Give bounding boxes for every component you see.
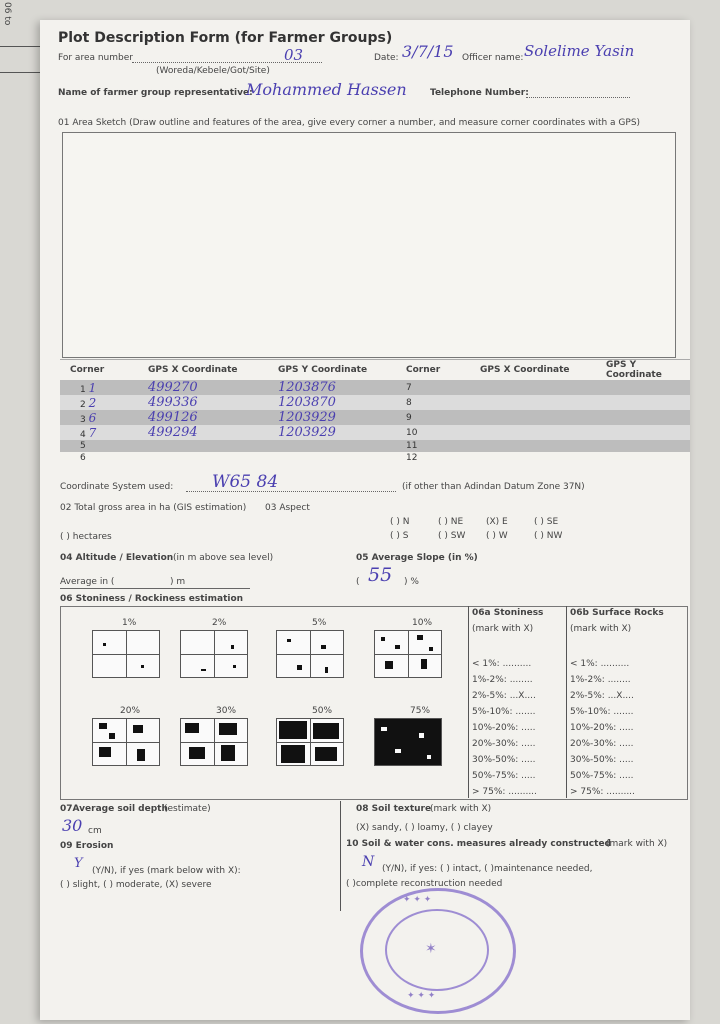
rocks-col-title: 06b Surface Rocks — [570, 608, 664, 618]
rocks-option[interactable]: 2%-5%: ...X.... — [570, 691, 634, 701]
area-number-value[interactable]: 03 — [284, 46, 304, 64]
rocks-option[interactable]: > 75%: .......... — [570, 787, 635, 797]
aspect-nw[interactable]: ( ) NW — [534, 531, 563, 541]
corner-hand: 1 — [88, 380, 97, 395]
gps-table — [60, 359, 690, 464]
rocks-option[interactable]: 20%-30%: ..... — [570, 739, 634, 749]
gps-y[interactable]: 1203876 — [278, 380, 336, 395]
stoniness-option[interactable]: > 75%: .......... — [472, 787, 537, 797]
slope-close: ) % — [404, 577, 419, 587]
stoniness-col-title: 06a Stoniness — [472, 608, 544, 618]
altitude-unit: ) m — [170, 577, 186, 587]
swatch-label: 2% — [212, 618, 227, 628]
slope-label: 05 Average Slope (in %) — [356, 553, 478, 563]
erosion-label: 09 Erosion — [60, 841, 114, 851]
hectares-field[interactable]: ( ) hectares — [60, 532, 112, 542]
coord-value[interactable]: W65 84 — [212, 472, 279, 492]
stone-swatch-20 — [92, 718, 160, 766]
corner-number: 6 — [80, 453, 86, 463]
gps-header: GPS Y Coordinate — [274, 360, 402, 381]
gps-y[interactable] — [602, 410, 690, 425]
aspect-ne[interactable]: ( ) NE — [438, 517, 464, 527]
swatch-label: 75% — [410, 706, 431, 716]
gps-x[interactable] — [144, 440, 274, 452]
corner-hand: 6 — [88, 410, 97, 425]
edge-note: 06 to — [2, 2, 12, 26]
swatch-label: 5% — [312, 618, 327, 628]
aspect-e[interactable]: (X) E — [486, 517, 508, 527]
gps-header: Corner — [402, 360, 476, 381]
gps-y[interactable] — [274, 452, 402, 464]
stoniness-option[interactable]: 30%-50%: ..... — [472, 755, 536, 765]
gps-x[interactable] — [476, 395, 602, 410]
soil-depth-value[interactable]: 30 — [62, 816, 83, 835]
erosion-value[interactable]: Y — [74, 856, 83, 871]
phone-label: Telephone Number: — [430, 88, 529, 98]
table-row — [60, 440, 690, 452]
rocks-option[interactable]: < 1%: .......... — [570, 659, 630, 669]
stone-swatch-5 — [276, 630, 344, 678]
aspect-n[interactable]: ( ) N — [390, 517, 410, 527]
stoniness-label: 06 Stoniness / Rockiness estimation — [60, 594, 244, 604]
corner-number: 10 — [406, 427, 418, 438]
swc-value[interactable]: N — [362, 854, 375, 870]
gps-y[interactable] — [602, 395, 690, 410]
gps-x[interactable] — [476, 452, 602, 464]
area-number-label: For area number — [58, 53, 133, 63]
coord-label: Coordinate System used: — [60, 482, 174, 492]
swatch-label: 50% — [312, 706, 333, 716]
date-label: Date: — [374, 53, 399, 63]
corner-number: 12 — [406, 453, 418, 463]
stoniness-option[interactable]: 20%-30%: ..... — [472, 739, 536, 749]
corner-number: 5 — [80, 441, 86, 451]
stoniness-options — [472, 656, 537, 800]
gps-y[interactable]: 1203929 — [278, 425, 336, 440]
area-number-sub: (Woreda/Kebele/Got/Site) — [156, 66, 270, 76]
corner-number: 11 — [406, 441, 418, 451]
table-row — [60, 380, 690, 395]
soil-depth-label: 07Average soil depth — [60, 804, 168, 814]
aspect-se[interactable]: ( ) SE — [534, 517, 559, 527]
slope-value[interactable]: 55 — [368, 564, 393, 586]
gps-header: GPS X Coordinate — [144, 360, 274, 381]
gps-x[interactable] — [476, 410, 602, 425]
gps-y[interactable] — [274, 440, 402, 452]
gps-x[interactable]: 499294 — [148, 425, 198, 440]
swc-line1[interactable]: (Y/N), if yes: ( ) intact, ( )maintenance needed, — [382, 864, 593, 874]
swc-line2[interactable]: ( )complete reconstruction needed — [346, 879, 503, 889]
rep-label: Name of farmer group representative: — [58, 88, 253, 98]
corner-number: 9 — [406, 412, 412, 423]
table-row — [60, 410, 690, 425]
stone-swatch-10 — [374, 630, 442, 678]
aspect-s[interactable]: ( ) S — [390, 531, 409, 541]
soil-depth-unit: cm — [88, 826, 102, 836]
swatch-label: 20% — [120, 706, 141, 716]
rocks-option[interactable]: 10%-20%: ..... — [570, 723, 634, 733]
gps-header: Corner — [60, 360, 144, 381]
swc-sub: (mark with X) — [606, 839, 668, 849]
erosion-line1: (Y/N), if yes (mark below with X): — [92, 866, 241, 876]
stoniness-option[interactable]: 1%-2%: ........ — [472, 675, 533, 685]
corner-number: 1 — [80, 384, 86, 395]
stoniness-option[interactable]: < 1%: .......... — [472, 659, 532, 669]
stone-swatch-2 — [180, 630, 248, 678]
swc-label: 10 Soil & water cons. measures already constructed — [346, 839, 611, 849]
corner-number: 8 — [406, 397, 412, 408]
corner-number: 3 — [80, 414, 86, 425]
gps-x[interactable]: 499126 — [148, 410, 198, 425]
rocks-option[interactable]: 1%-2%: ........ — [570, 675, 631, 685]
gps-x[interactable]: 499336 — [148, 395, 198, 410]
table-row — [60, 395, 690, 410]
aspect-sw[interactable]: ( ) SW — [438, 531, 466, 541]
slope-open: ( — [356, 577, 360, 587]
rep-value[interactable]: Mohammed Hassen — [246, 80, 407, 99]
rocks-option[interactable]: 5%-10%: ....... — [570, 707, 634, 717]
table-row — [60, 425, 690, 440]
rocks-option[interactable]: 30%-50%: ..... — [570, 755, 634, 765]
gps-header: GPS Y Coordinate — [602, 360, 690, 381]
gps-x[interactable] — [144, 452, 274, 464]
sketch-area[interactable] — [62, 132, 676, 358]
gps-y[interactable]: 1203870 — [278, 395, 336, 410]
soil-depth-sub: (estimate) — [164, 804, 211, 814]
stone-swatch-1 — [92, 630, 160, 678]
gps-x[interactable] — [476, 425, 602, 440]
gps-header: GPS X Coordinate — [476, 360, 602, 381]
gps-x[interactable] — [476, 440, 602, 452]
swatch-label: 30% — [216, 706, 237, 716]
sketch-label: 01 Area Sketch (Draw outline and features of the area, give every corner a number, and measure corner coordinates with a GPS) — [58, 118, 641, 128]
swatch-label: 10% — [412, 618, 433, 628]
stoniness-option[interactable]: 10%-20%: ..... — [472, 723, 536, 733]
stone-swatch-30 — [180, 718, 248, 766]
stoniness-option[interactable]: 50%-75%: ..... — [472, 771, 536, 781]
texture-label: 08 Soil texture — [356, 804, 432, 814]
gps-y[interactable] — [602, 440, 690, 452]
date-value[interactable]: 3/7/15 — [402, 42, 454, 61]
altitude-label: 04 Altitude / Elevation — [60, 553, 174, 563]
swatch-label: 1% — [122, 618, 137, 628]
altitude-sub: (in m above sea level) — [173, 553, 274, 563]
officer-label: Officer name: — [462, 53, 524, 63]
aspect-label: 03 Aspect — [265, 503, 310, 513]
corner-number: 7 — [406, 382, 412, 393]
corner-hand: 7 — [88, 425, 97, 440]
stoniness-option[interactable]: 2%-5%: ...X.... — [472, 691, 536, 701]
form-title: Plot Description Form (for Farmer Groups) — [58, 30, 393, 46]
corner-hand: 2 — [88, 395, 97, 410]
corner-number: 4 — [80, 429, 86, 440]
rocks-option[interactable]: 50%-75%: ..... — [570, 771, 634, 781]
official-stamp: ✶ ✦ ✦ ✦ ✦ ✦ ✦ — [360, 888, 516, 1014]
altitude-field-label: Average in ( — [60, 577, 115, 587]
gps-y[interactable] — [602, 452, 690, 464]
table-row — [60, 452, 690, 464]
gps-y[interactable]: 1203929 — [278, 410, 336, 425]
gps-x[interactable]: 499270 — [148, 380, 198, 395]
stoniness-col-sub: (mark with X) — [472, 624, 534, 634]
stoniness-option[interactable]: 5%-10%: ....... — [472, 707, 536, 717]
rocks-col-sub: (mark with X) — [570, 624, 632, 634]
gps-x[interactable] — [476, 380, 602, 395]
corner-number: 2 — [80, 399, 86, 410]
aspect-w[interactable]: ( ) W — [486, 531, 508, 541]
erosion-severity[interactable]: ( ) slight, ( ) moderate, (X) severe — [60, 880, 212, 890]
coord-note: (if other than Adindan Datum Zone 37N) — [402, 482, 585, 492]
gps-y[interactable] — [602, 425, 690, 440]
officer-value[interactable]: Solelime Yasin — [524, 42, 635, 60]
gps-y[interactable] — [602, 380, 690, 395]
texture-sub: (mark with X) — [430, 804, 492, 814]
form-page — [40, 20, 690, 1020]
stone-swatch-75 — [374, 718, 442, 766]
area-label: 02 Total gross area in ha (GIS estimation) — [60, 503, 247, 513]
rocks-options — [570, 656, 635, 800]
texture-options[interactable]: (X) sandy, ( ) loamy, ( ) clayey — [356, 823, 493, 833]
stone-swatch-50 — [276, 718, 344, 766]
